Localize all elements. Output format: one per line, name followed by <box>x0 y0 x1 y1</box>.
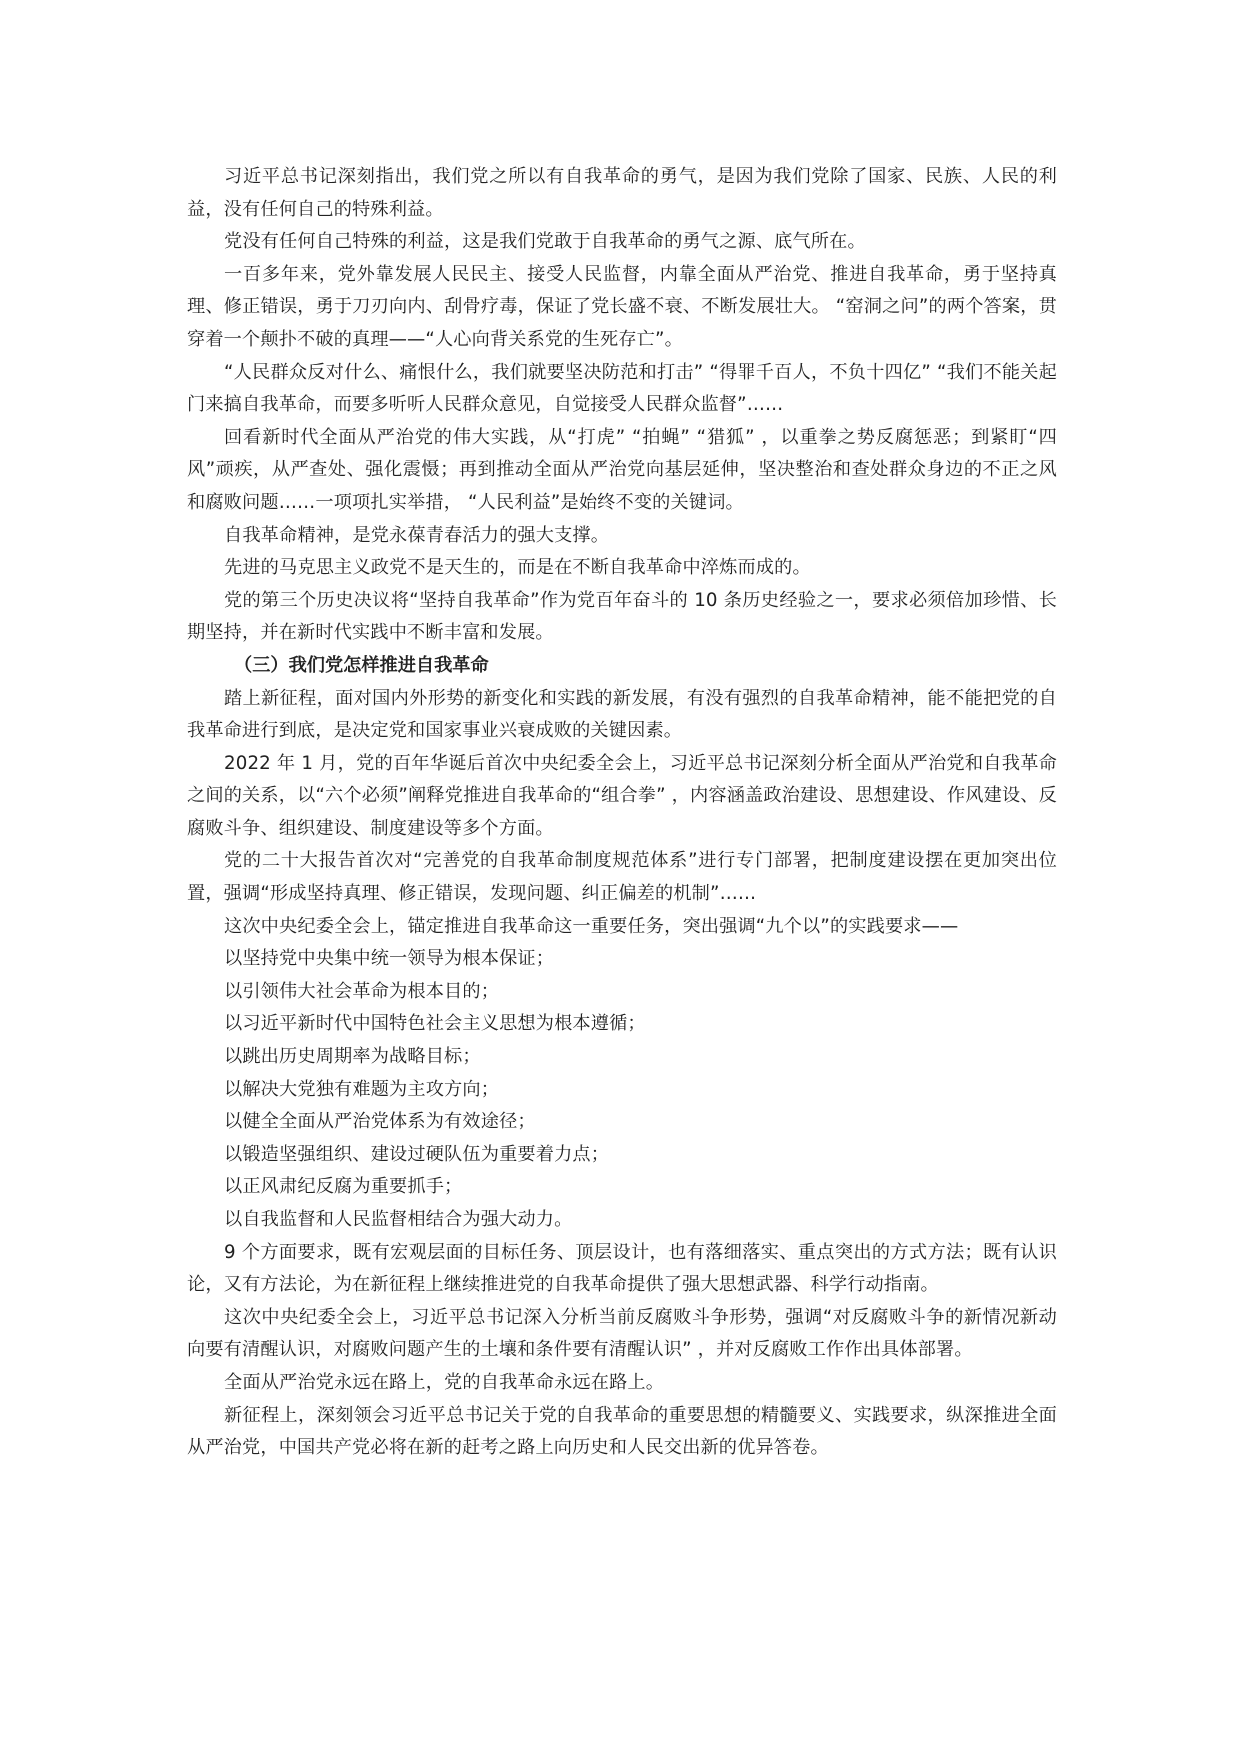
list-item: 以锻造坚强组织、建设过硬队伍为重要着力点； <box>224 1143 610 1165</box>
paragraph: 这次中央纪委全会上，锚定推进自我革命这一重要任务，突出强调“九个以”的实践要求—— <box>224 915 959 937</box>
paragraph: “人民群众反对什么、痛恨什么，我们就要坚决防范和打击” “得罪千百人，不负十四亿” “我们不能关起门来搞自我革命，而要多听听人民群众意见，自觉接受人民群众监督”…… <box>187 361 1057 416</box>
list-item: 以健全全面从严治党体系为有效途径； <box>224 1111 536 1133</box>
section-heading: （三）我们党怎样推进自我革命 <box>234 654 489 676</box>
paragraph: 踏上新征程，面对国内外形势的新变化和实践的新发展，有没有强烈的自我革命精神，能不能把党的自我革命进行到底，是决定党和国家事业兴衰成败的关键因素。 <box>187 687 1057 742</box>
paragraph: 这次中央纪委全会上，习近平总书记深入分析当前反腐败斗争形势，强调“对反腐败斗争的新情况新动向要有清醒认识，对腐败问题产生的土壤和条件要有清醒认识” ，并对反腐败工作作出具体部署。 <box>187 1306 1057 1361</box>
list-item: 以引领伟大社会革命为根本目的； <box>224 980 500 1002</box>
paragraph: 一百多年来，党外靠发展人民民主、接受人民监督，内靠全面从严治党、推进自我革命，勇于坚持真理、修正错误，勇于刀刃向内、刮骨疗毒，保证了党长盛不衰、不断发展壮大。 “窑洞之问”的两个答案，贯穿着一个颠扑不破的真理——“人心向背关系党的生死存亡”。 <box>187 263 1057 350</box>
paragraph: 新征程上，深刻领会习近平总书记关于党的自我革命的重要思想的精髓要义、实践要求，纵深推进全面从严治党，中国共产党必将在新的赶考之路上向历史和人民交出新的优异答卷。 <box>187 1404 1057 1459</box>
list-item: 以跳出历史周期率为战略目标； <box>224 1046 481 1068</box>
list-item: 以习近平新时代中国特色社会主义思想为根本遵循； <box>224 1013 646 1035</box>
paragraph: 自我革命精神，是党永葆青春活力的强大支撑。 <box>224 524 610 546</box>
paragraph: 2022 年 1 月，党的百年华诞后首次中央纪委全会上，习近平总书记深刻分析全面从严治党和自我革命之间的关系，以“六个必须”阐释党推进自我革命的“组合拳” ，内容涵盖政治建设、思想建设、作风建设、反腐败斗争、组织建设、制度建设等多个方面。 <box>187 752 1057 839</box>
paragraph: 回看新时代全面从严治党的伟大实践，从“打虎” “拍蝇” “猎狐” ，以重拳之势反腐惩恶；到紧盯“四风”顽疾，从严查处、强化震慑；再到推动全面从严治党向基层延伸，坚决整治和查处群众身边的不正之风和腐败问题……一项项扎实举措， “人民利益”是始终不变的关键词。 <box>187 426 1057 513</box>
list-item: 以正风肃纪反腐为重要抓手； <box>224 1176 463 1198</box>
paragraph: 9 个方面要求，既有宏观层面的目标任务、顶层设计，也有落细落实、重点突出的方式方法；既有认识论，又有方法论，为在新征程上继续推进党的自我革命提供了强大思想武器、科学行动指南。 <box>187 1241 1057 1296</box>
paragraph: 习近平总书记深刻指出，我们党之所以有自我革命的勇气，是因为我们党除了国家、民族、人民的利益，没有任何自己的特殊利益。 <box>187 166 1057 220</box>
list-item: 以坚持党中央集中统一领导为根本保证； <box>224 948 555 970</box>
document-body <box>187 161 1057 1465</box>
paragraph: 先进的马克思主义政党不是天生的，而是在不断自我革命中淬炼而成的。 <box>224 557 811 579</box>
paragraph: 党的第三个历史决议将“坚持自我革命”作为党百年奋斗的 10 条历史经验之一，要求必须倍加珍惜、长期坚持，并在新时代实践中不断丰富和发展。 <box>187 589 1057 644</box>
list-item: 以解决大党独有难题为主攻方向； <box>224 1078 500 1100</box>
paragraph: 全面从严治党永远在路上，党的自我革命永远在路上。 <box>224 1371 665 1393</box>
list-item: 以自我监督和人民监督相结合为强大动力。 <box>224 1209 573 1230</box>
paragraph: 党的二十大报告首次对“完善党的自我革命制度规范体系”进行专门部署，把制度建设摆在更加突出位置，强调“形成坚持真理、修正错误，发现问题、纠正偏差的机制”…… <box>187 850 1057 905</box>
paragraph: 党没有任何自己特殊的利益，这是我们党敢于自我革命的勇气之源、底气所在。 <box>224 231 866 253</box>
